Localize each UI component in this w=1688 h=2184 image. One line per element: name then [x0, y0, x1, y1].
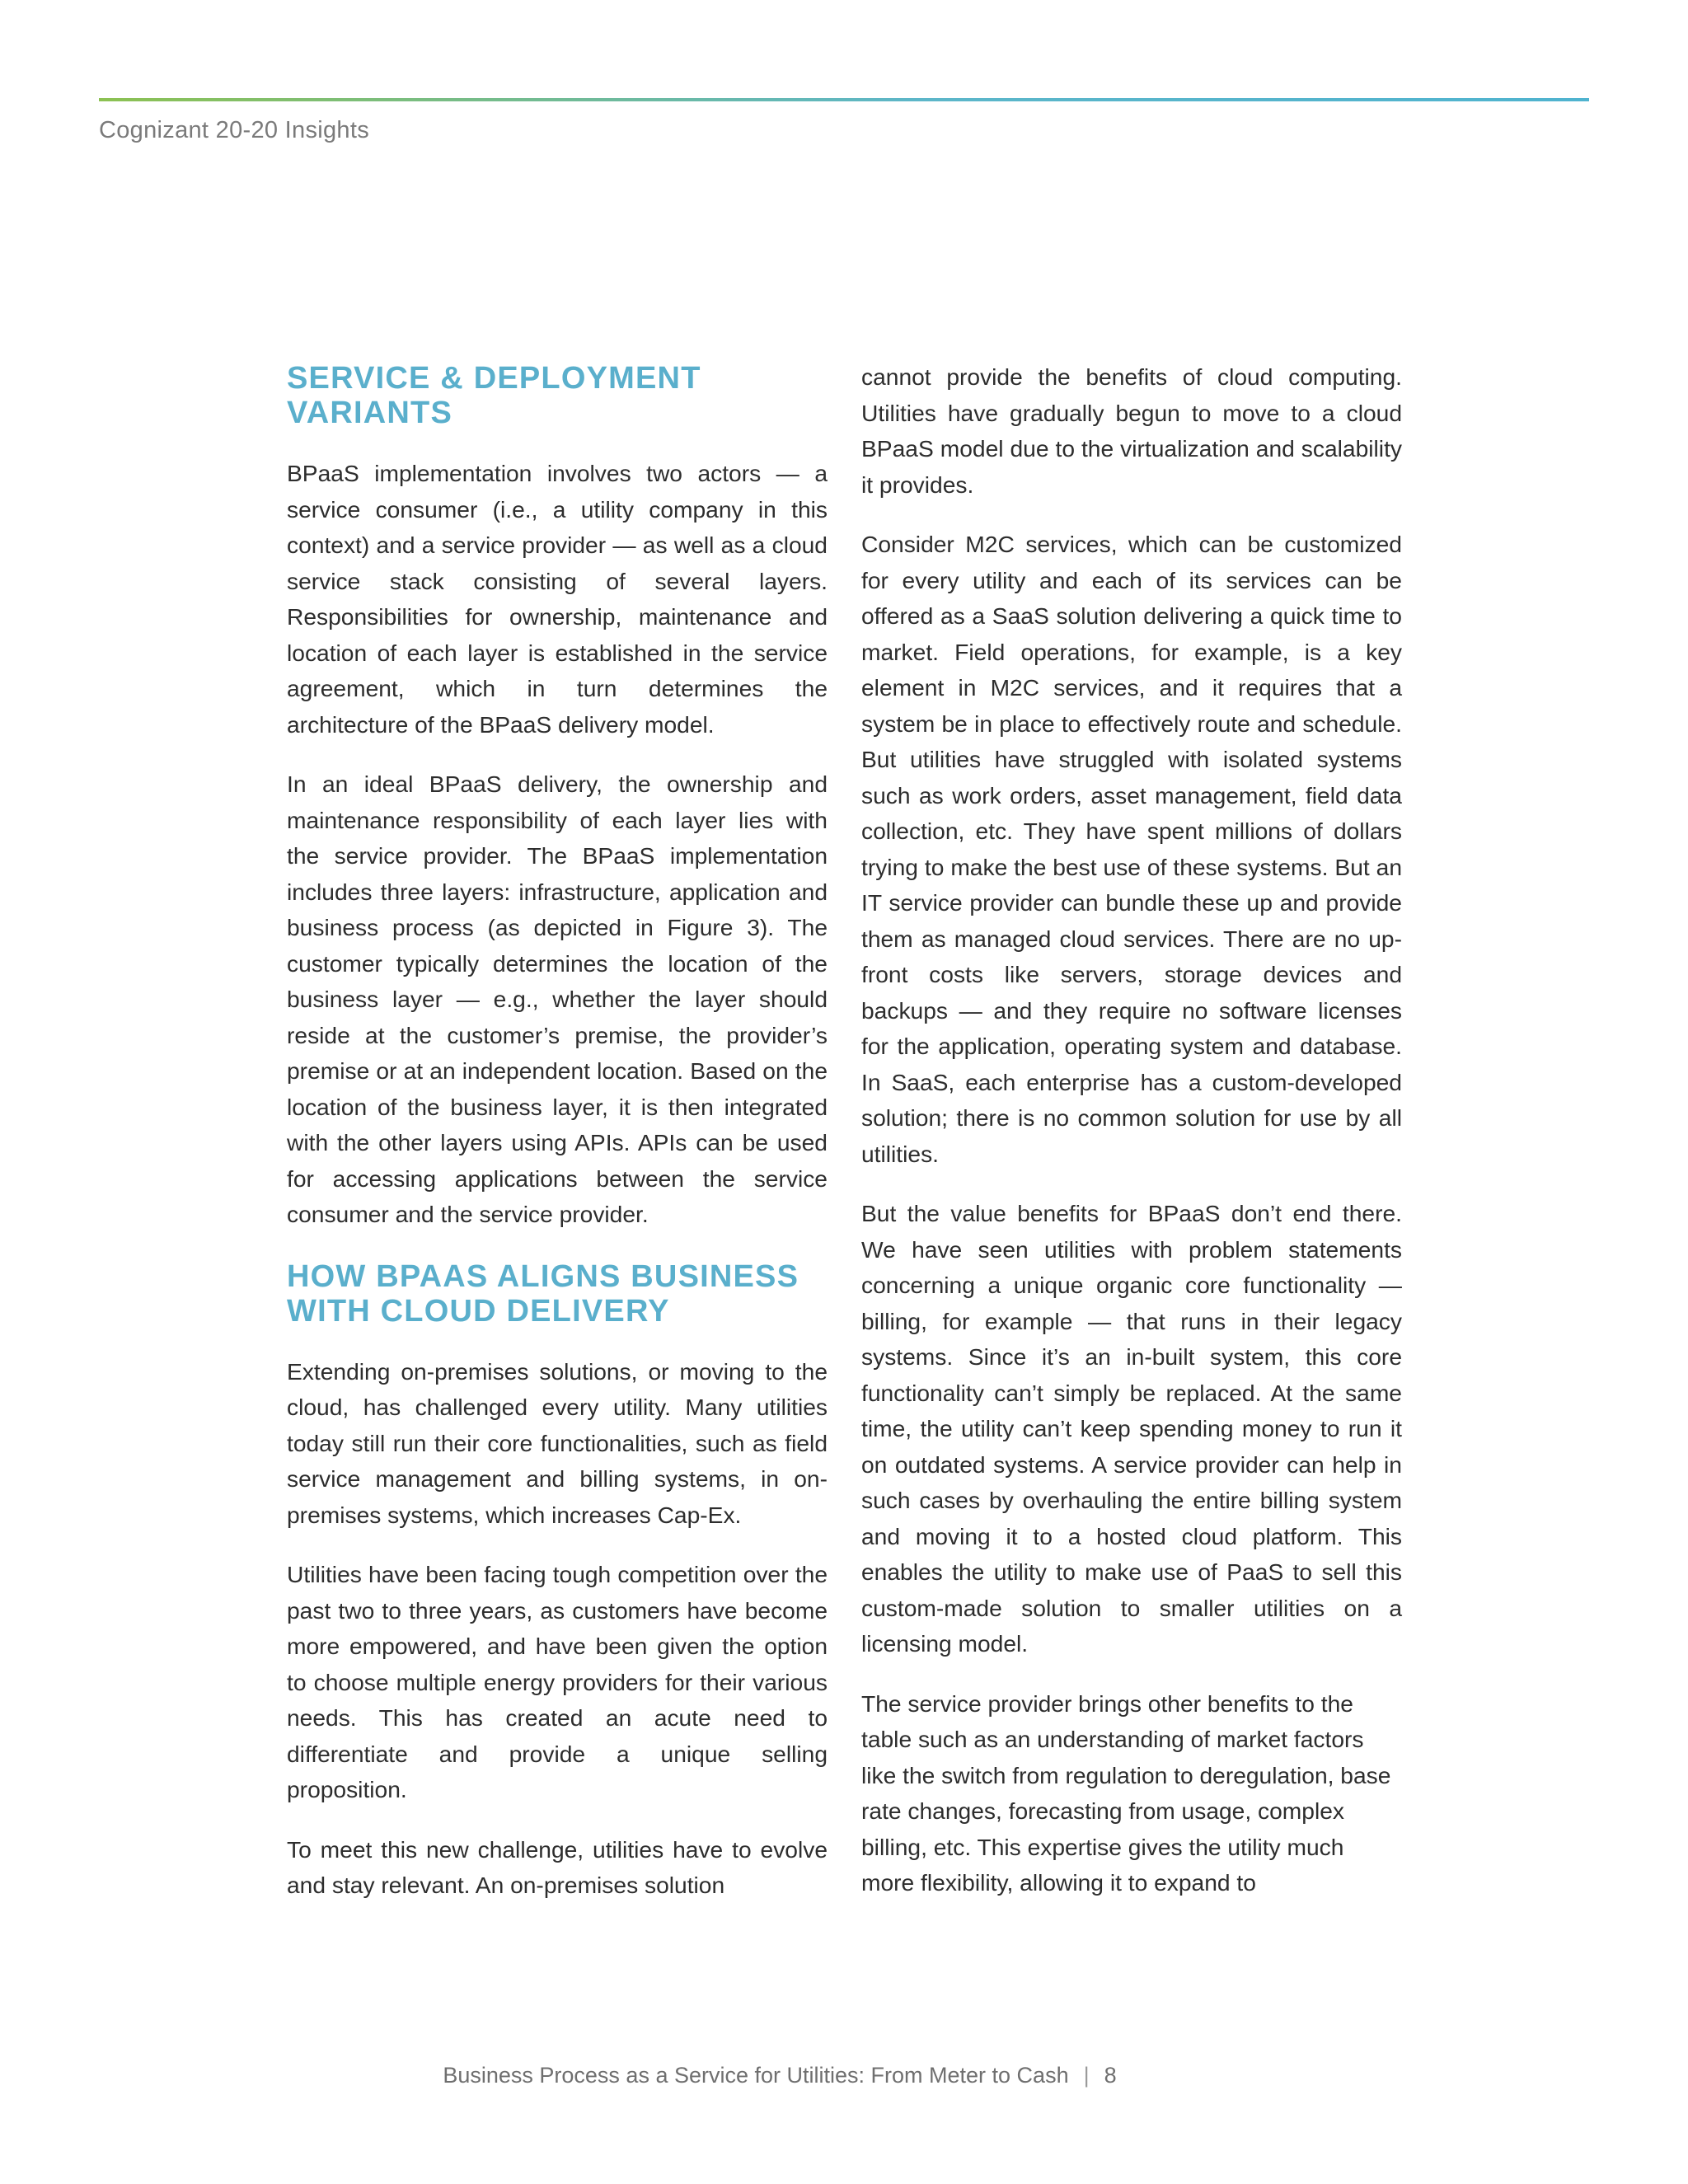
paragraph: Extending on-premises solutions, or moving to the cloud, has challenged every utility. Many utilities today still run their core functionalities, such as field service management and billing systems, in on-premises systems, which increases Cap-Ex. [287, 1357, 828, 1528]
page-number: 8 [1104, 2063, 1117, 2088]
footer-separator: | [1083, 2063, 1090, 2088]
paragraph: Utilities have been facing tough competition over the past two to three years, as customers have become more empowered, and have been given the option to choose multiple energy providers for their various needs. This has created an acute need to differentiate and provide a unique selling proposition. [287, 1561, 828, 1802]
paragraph: BPaaS implementation involves two actors — a service consumer (i.e., a utility company in this context) and a service provider — as well as a cloud service stack consisting of several layers. Responsibilities for ownership, maintenance and location of each layer is established in the service agreement, which in turn determines the architecture of the BPaaS delivery model. [287, 460, 828, 738]
paragraph: Consider M2C services, which can be customized for every utility and each of its services can be offered as a SaaS solution delivering a quick time to market. Field operations, for example, is a key element in M2C services, and it requires that a system be in place to effectively route and schedule. But utilities have struggled with isolated systems such as work orders, asset management, field data collection, etc. They have spent millions of dollars trying to make the best use of these systems. But an IT service provider can bundle these up and provide them as managed cloud services. There are no up-front costs like servers, storage devices and backups — and they require no software licenses for the application, operating system and database. In SaaS, each enterprise has a custom-developed solution; there is no common solution for use by all utilities. [861, 531, 1402, 1167]
paragraph: cannot provide the benefits of cloud computing. Utilities have gradually begun to move to a cloud BPaaS model due to the virtualization and scalability it provides. [861, 363, 1402, 498]
left-column [287, 361, 828, 1928]
running-head: Cognizant 20-20 Insights [99, 117, 370, 143]
page-footer [0, 2063, 1688, 2088]
paragraph: The service provider brings other benefits to the table such as an understanding of market factors like the switch from regulation to deregulation, base rate changes, forecasting from usage, complex billing, etc. This expertise gives the utility much more flexibility, allowing it to expand to [861, 1690, 1391, 1896]
section-heading-bpaas-aligns: HOW BPAAS ALIGNS BUSINESS WITH CLOUD DELIVERY [287, 1258, 799, 1329]
paragraph: To meet this new challenge, utilities have to evolve and stay relevant. An on-premises solution [287, 1835, 828, 1898]
paragraph: In an ideal BPaaS delivery, the ownership and maintenance responsibility of each layer lies with the service provider. The BPaaS implementation includes three layers: infrastructure, application and business process (as depicted in Figure 3). The customer typically determines the location of the business layer — e.g., whether the layer should reside at the customer’s premise, the provider’s premise or at an independent location. Based on the location of the business layer, it is then integrated with the other layers using APIs. APIs can be used for accessing applications between the service consumer and the service provider. [287, 771, 828, 1227]
paragraph: But the value benefits for BPaaS don’t end there. We have seen utilities with problem statements concerning a unique organic core functionality — billing, for example — that runs in their legacy systems. Since it’s an in-built system, this core functionality can’t simply be replaced. At the same time, the utility can’t keep spending money to run it on outdated systems. A service provider can help in such cases by overhauling the entire billing system and moving it to a hosted cloud platform. This enables the utility to make use of PaaS to sell this custom-made solution to smaller utilities on a licensing model. [861, 1200, 1402, 1657]
footer-title: Business Process as a Service for Utilities: From Meter to Cash [443, 2063, 1069, 2088]
right-column [861, 359, 1402, 1925]
header-rule [99, 98, 1589, 101]
section-heading-service-deployment: SERVICE & DEPLOYMENT VARIANTS [287, 361, 701, 430]
